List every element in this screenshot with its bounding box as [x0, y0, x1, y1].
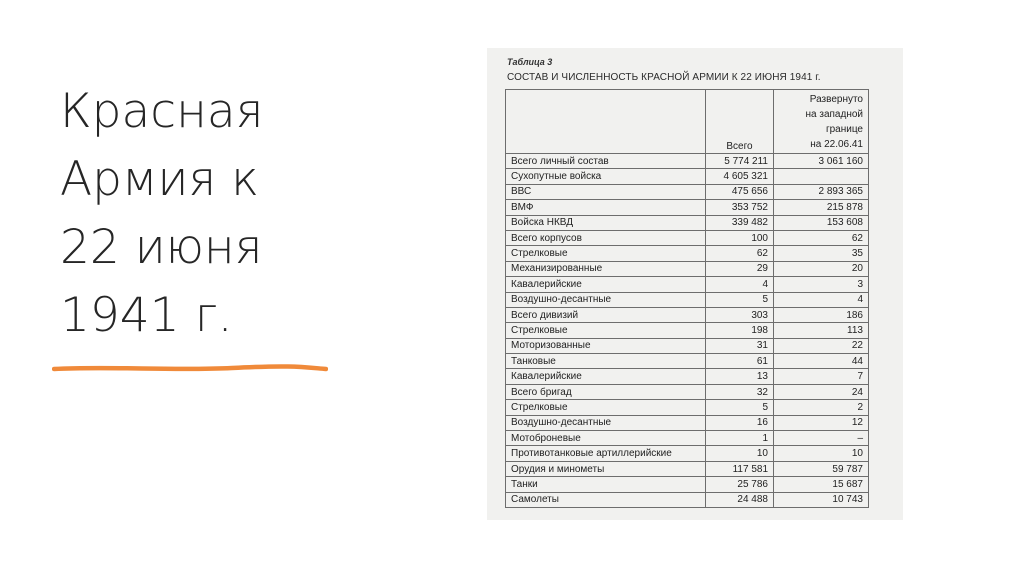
- row-total: 5: [706, 400, 774, 415]
- row-label: Войска НКВД: [506, 215, 706, 230]
- header-line: границе: [825, 124, 863, 135]
- row-western-border: –: [774, 431, 869, 446]
- slide-title: [60, 78, 380, 350]
- row-total: 5: [706, 292, 774, 307]
- row-total: 10: [706, 446, 774, 461]
- row-western-border: 153 608: [774, 215, 869, 230]
- row-western-border: [774, 169, 869, 184]
- row-western-border: 3: [774, 277, 869, 292]
- row-label: Самолеты: [506, 492, 706, 507]
- table-row: [506, 184, 869, 199]
- row-western-border: 22: [774, 338, 869, 353]
- header-line: на 22.06.41: [810, 139, 863, 150]
- row-western-border: 15 687: [774, 477, 869, 492]
- table-row: [506, 230, 869, 245]
- title-line: 1941 г.: [60, 288, 233, 343]
- row-western-border: 10: [774, 446, 869, 461]
- row-western-border: 3 061 160: [774, 154, 869, 169]
- table-header-row: [506, 90, 869, 154]
- row-label: Стрелковые: [506, 400, 706, 415]
- table-row: [506, 277, 869, 292]
- table-row: [506, 169, 869, 184]
- row-total: 475 656: [706, 184, 774, 199]
- row-label: Воздушно-десантные: [506, 292, 706, 307]
- row-label: Танки: [506, 477, 706, 492]
- table-row: [506, 477, 869, 492]
- row-western-border: 7: [774, 369, 869, 384]
- row-total: 117 581: [706, 461, 774, 476]
- title-line: Красная: [60, 84, 264, 139]
- row-label: Мотоброневые: [506, 431, 706, 446]
- row-total: 303: [706, 307, 774, 322]
- title-line: Армия к: [60, 152, 260, 207]
- row-label: Танковые: [506, 354, 706, 369]
- row-total: 24 488: [706, 492, 774, 507]
- row-total: 1: [706, 431, 774, 446]
- row-total: 100: [706, 230, 774, 245]
- row-western-border: 62: [774, 230, 869, 245]
- table-row: [506, 246, 869, 261]
- table-row: [506, 400, 869, 415]
- row-total: 13: [706, 369, 774, 384]
- row-western-border: 4: [774, 292, 869, 307]
- row-label: Кавалерийские: [506, 277, 706, 292]
- row-label: Всего бригад: [506, 384, 706, 399]
- row-western-border: 44: [774, 354, 869, 369]
- table-row: [506, 307, 869, 322]
- row-label: Всего дивизий: [506, 307, 706, 322]
- row-western-border: 59 787: [774, 461, 869, 476]
- table-row: [506, 415, 869, 430]
- row-label: Всего личный состав: [506, 154, 706, 169]
- row-western-border: 2: [774, 400, 869, 415]
- row-total: 353 752: [706, 200, 774, 215]
- header-category: [506, 90, 706, 154]
- table-row: [506, 323, 869, 338]
- row-total: 62: [706, 246, 774, 261]
- table-row: [506, 261, 869, 276]
- army-composition-table: [505, 89, 869, 508]
- table-row: [506, 154, 869, 169]
- table-caption: Таблица 3: [507, 57, 553, 67]
- row-western-border: 215 878: [774, 200, 869, 215]
- row-western-border: 113: [774, 323, 869, 338]
- row-total: 31: [706, 338, 774, 353]
- row-label: ВВС: [506, 184, 706, 199]
- table-row: [506, 200, 869, 215]
- row-western-border: 10 743: [774, 492, 869, 507]
- table-row: [506, 369, 869, 384]
- row-label: ВМФ: [506, 200, 706, 215]
- row-total: 198: [706, 323, 774, 338]
- row-western-border: 12: [774, 415, 869, 430]
- row-total: 32: [706, 384, 774, 399]
- row-total: 61: [706, 354, 774, 369]
- row-total: 4 605 321: [706, 169, 774, 184]
- row-label: Сухопутные войска: [506, 169, 706, 184]
- title-line: 22 июня: [60, 220, 263, 275]
- table-row: [506, 492, 869, 507]
- table-row: [506, 354, 869, 369]
- row-western-border: 2 893 365: [774, 184, 869, 199]
- table-row: [506, 338, 869, 353]
- table-row: [506, 292, 869, 307]
- row-total: 4: [706, 277, 774, 292]
- row-label: Всего корпусов: [506, 230, 706, 245]
- row-label: Стрелковые: [506, 246, 706, 261]
- header-total: Всего: [706, 90, 774, 154]
- row-total: 25 786: [706, 477, 774, 492]
- row-label: Моторизованные: [506, 338, 706, 353]
- row-label: Кавалерийские: [506, 369, 706, 384]
- table-row: [506, 384, 869, 399]
- table-row: [506, 446, 869, 461]
- header-western-border: [774, 90, 869, 154]
- row-western-border: 20: [774, 261, 869, 276]
- row-total: 5 774 211: [706, 154, 774, 169]
- row-western-border: 24: [774, 384, 869, 399]
- row-western-border: 35: [774, 246, 869, 261]
- row-label: Механизированные: [506, 261, 706, 276]
- table-row: [506, 431, 869, 446]
- row-total: 16: [706, 415, 774, 430]
- row-label: Орудия и минометы: [506, 461, 706, 476]
- row-western-border: 186: [774, 307, 869, 322]
- row-total: 339 482: [706, 215, 774, 230]
- table-row: [506, 461, 869, 476]
- row-total: 29: [706, 261, 774, 276]
- title-underline: [52, 362, 328, 374]
- header-line: на западной: [805, 109, 863, 120]
- row-label: Стрелковые: [506, 323, 706, 338]
- row-label: Противотанковые артиллерийские: [506, 446, 706, 461]
- table-title: СОСТАВ И ЧИСЛЕННОСТЬ КРАСНОЙ АРМИИ К 22 ИЮНЯ 1941 г.: [507, 72, 821, 83]
- row-label: Воздушно-десантные: [506, 415, 706, 430]
- table-row: [506, 215, 869, 230]
- header-line: Развернуто: [809, 94, 863, 105]
